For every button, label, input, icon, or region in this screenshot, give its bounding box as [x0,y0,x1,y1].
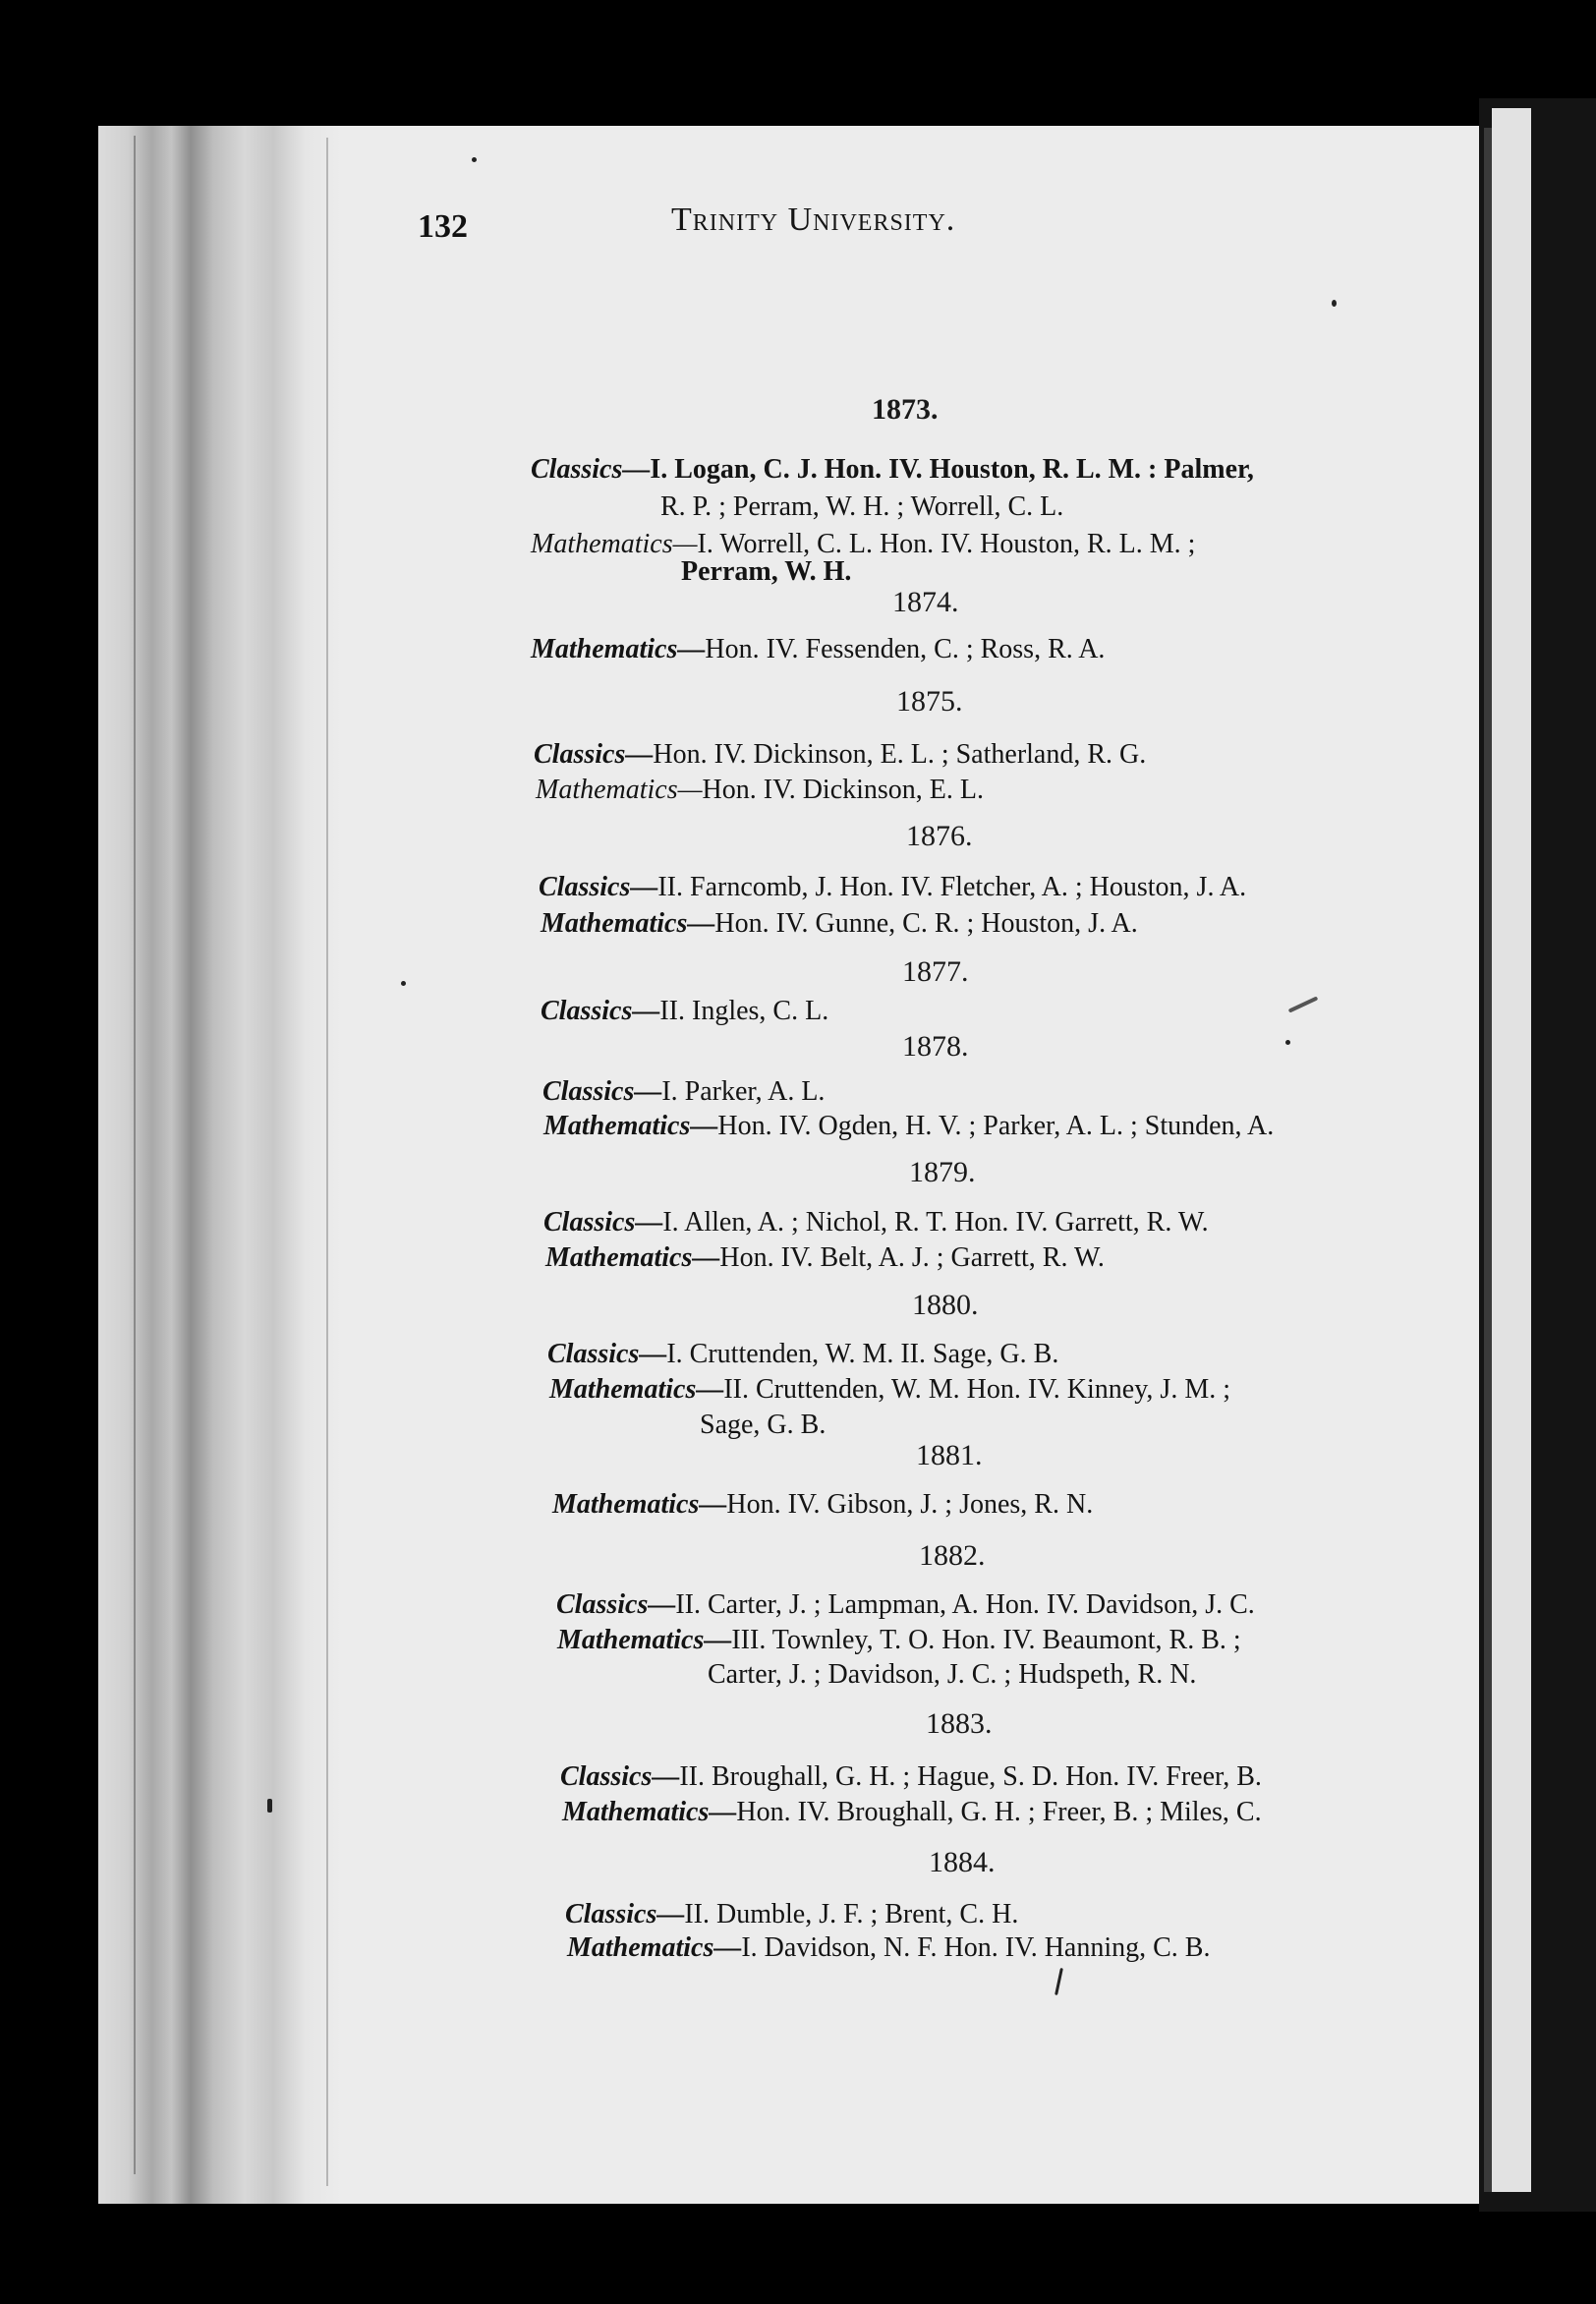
entry-line [531,634,1105,665]
entry-line [541,908,1138,940]
entry-line [565,1899,1018,1930]
entry-line [552,1489,1093,1521]
page-number: 132 [418,208,468,245]
year-heading: 1873. [872,393,939,426]
page-margin-line [326,138,328,2186]
facing-page-strip [1492,108,1531,2192]
entry-text: I. Logan, C. J. Hon. IV. Houston, R. L. M. : Palmer, [650,454,1254,485]
subject-label: Mathematics— [531,529,698,559]
subject-label: Classics— [556,1589,676,1620]
entry-line [541,996,828,1027]
entry-line [539,872,1246,903]
year-heading: 1881. [916,1439,983,1471]
entry-line [549,1374,1230,1406]
entry-text: Hon. IV. Gibson, J. ; Jones, R. N. [726,1489,1094,1520]
entry-line [557,1625,1241,1656]
entry-line [560,1761,1262,1793]
entry-line [531,454,1254,486]
subject-label: Classics— [543,1207,663,1238]
entry-line [531,529,1195,560]
subject-label: Classics— [534,739,654,770]
running-head: Trinity University. [671,202,956,238]
subject-label: Mathematics— [562,1797,737,1827]
entry-text: I. Davidson, N. F. Hon. IV. Hanning, C. B. [741,1932,1211,1963]
entry-text: Hon. IV. Dickinson, E. L. ; Satherland, R. G. [653,739,1147,770]
year-heading: 1880. [912,1289,979,1321]
entry-line [562,1797,1262,1828]
subject-label: Mathematics— [557,1625,732,1655]
subject-label: Mathematics— [545,1242,720,1273]
year-heading: 1884. [929,1846,996,1878]
scan-speck [1285,1040,1290,1045]
year-heading: 1879. [909,1156,976,1188]
subject-label: Mathematics— [531,634,706,664]
entry-text: III. Townley, T. O. Hon. IV. Beaumont, R. B. ; [731,1625,1241,1655]
entry-continuation: R. P. ; Perram, W. H. ; Worrell, C. L. [660,491,1064,522]
entry-text: Hon. IV. Gunne, C. R. ; Houston, J. A. [714,908,1138,939]
entry-line [543,1111,1274,1142]
subject-label: Mathematics— [536,775,703,805]
subject-label: Classics— [539,872,658,902]
entry-text: I. Allen, A. ; Nichol, R. T. Hon. IV. Garrett, R. W. [662,1207,1209,1238]
entry-line [547,1339,1058,1370]
year-heading: 1883. [926,1707,993,1740]
year-heading: 1877. [902,955,969,988]
entry-line [567,1932,1210,1964]
entry-continuation: Sage, G. B. [700,1410,826,1440]
subject-label: Classics— [542,1076,662,1107]
entry-continuation: Perram, W. H. [681,556,852,587]
subject-label: Classics— [547,1339,667,1369]
scan-speck [267,1799,272,1813]
entry-text: Hon. IV. Fessenden, C. ; Ross, R. A. [705,634,1106,664]
entry-line [556,1589,1255,1621]
entry-text: I. Worrell, C. L. Hon. IV. Houston, R. L. M. ; [697,529,1196,559]
subject-label: Mathematics— [549,1374,724,1405]
entry-text: II. Carter, J. ; Lampman, A. Hon. IV. Davidson, J. C. [675,1589,1255,1620]
year-heading: 1882. [919,1539,986,1572]
entry-text: I. Parker, A. L. [661,1076,826,1107]
entry-text: I. Cruttenden, W. M. II. Sage, G. B. [666,1339,1059,1369]
year-heading: 1878. [902,1030,969,1063]
entry-line [545,1242,1105,1274]
entry-line [534,739,1146,771]
entry-text: II. Cruttenden, W. M. Hon. IV. Kinney, J. M. ; [723,1374,1230,1405]
year-heading: 1875. [896,685,963,718]
entry-line [542,1076,825,1108]
scan-speck [1332,300,1337,307]
entry-text: Hon. IV. Dickinson, E. L. [702,775,984,805]
year-heading: 1874. [892,586,959,618]
subject-label: Mathematics— [541,908,715,939]
entry-text: II. Ingles, C. L. [659,996,829,1026]
page-edge-shading [98,126,342,2204]
facing-page-shadow [1484,128,1492,2192]
entry-continuation: Carter, J. ; Davidson, J. C. ; Hudspeth, R. N. [708,1659,1197,1690]
subject-label: Mathematics— [567,1932,742,1963]
subject-label: Mathematics— [552,1489,727,1520]
scan-speck [472,157,477,162]
entry-text: II. Broughall, G. H. ; Hague, S. D. Hon. IV. Freer, B. [679,1761,1262,1792]
subject-label: Mathematics— [543,1111,718,1141]
subject-label: Classics— [560,1761,680,1792]
year-heading: 1876. [906,820,973,852]
entry-text: Hon. IV. Ogden, H. V. ; Parker, A. L. ; Stunden, A. [717,1111,1275,1141]
subject-label: Classics— [531,454,651,485]
scan-speck [401,981,406,986]
entry-text: Hon. IV. Belt, A. J. ; Garrett, R. W. [719,1242,1105,1273]
entry-text: II. Dumble, J. F. ; Brent, C. H. [684,1899,1019,1930]
subject-label: Classics— [565,1899,685,1930]
entry-line [543,1207,1209,1238]
subject-label: Classics— [541,996,660,1026]
scanned-page [98,126,1479,2204]
entry-text: Hon. IV. Broughall, G. H. ; Freer, B. ; Miles, C. [736,1797,1262,1827]
entry-text: II. Farncomb, J. Hon. IV. Fletcher, A. ; Houston, J. A. [657,872,1247,902]
entry-line [536,775,984,806]
